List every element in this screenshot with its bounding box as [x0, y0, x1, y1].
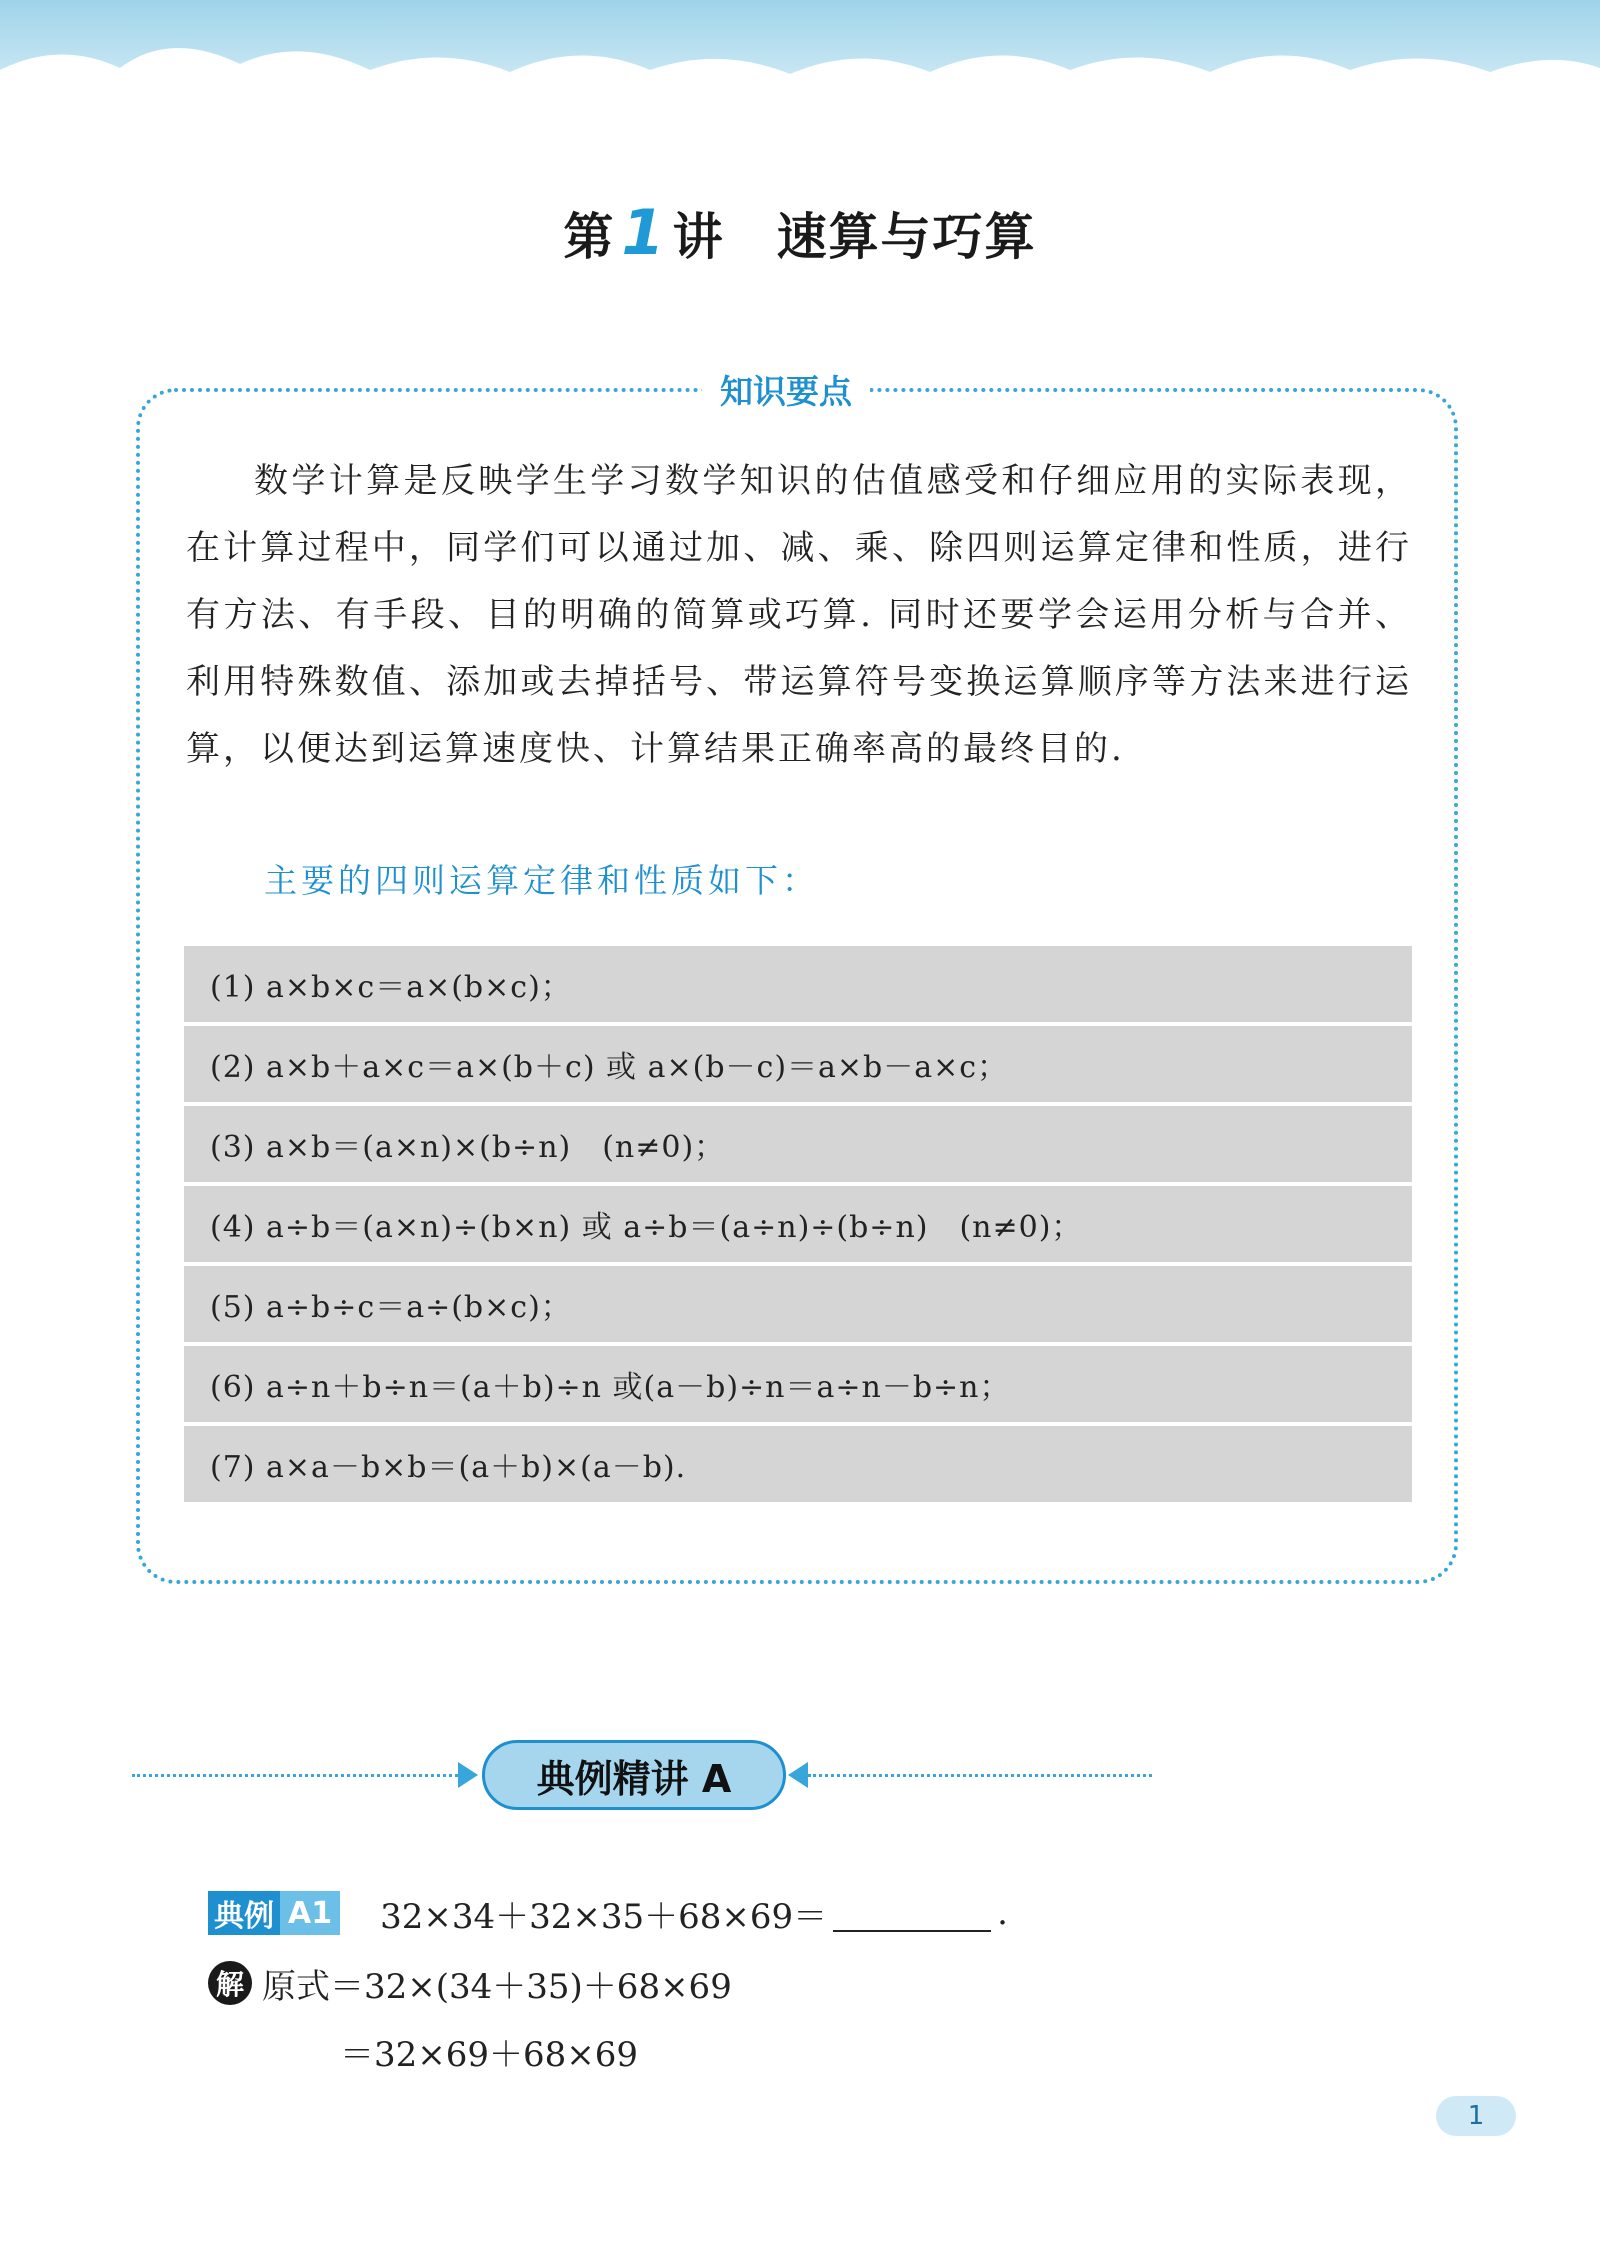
section-header	[132, 1740, 1152, 1810]
example-tag	[208, 1891, 340, 1935]
question-period: .	[997, 1893, 1008, 1933]
rule-row: (6) a÷n＋b÷n＝(a＋b)÷n 或(a－b)÷n＝a÷n－b÷n；	[184, 1346, 1412, 1422]
rules-subheading: 主要的四则运算定律和性质如下：	[264, 861, 819, 900]
rules-table	[184, 946, 1412, 1506]
example-tag-id: A1	[280, 1891, 340, 1935]
solution-line-1	[208, 1958, 732, 2008]
question-text: 32×34＋32×35＋68×69＝	[380, 1896, 828, 1937]
answer-blank	[833, 1894, 991, 1932]
rule-row: (5) a÷b÷c＝a÷(b×c)；	[184, 1266, 1412, 1342]
page-number: 1	[1436, 2096, 1516, 2136]
example-question	[208, 1888, 1008, 1938]
header-sky-banner	[0, 0, 1600, 130]
lesson-number: 1	[621, 196, 667, 269]
arrow-left-icon	[788, 1762, 808, 1788]
rule-row: (4) a÷b＝(a×n)÷(b×n) 或 a÷b＝(a÷n)÷(b÷n) (n≠0)；	[184, 1186, 1412, 1262]
intro-paragraph: 数学计算是反映学生学习数学知识的估值感受和仔细应用的实际表现，在计算过程中，同学们可以通过加、减、乘、除四则运算定律和性质，进行有方法、有手段、目的明确的简算或巧算. 同时还要学会运用分析与合并、利用特殊数值、添加或去掉括号、带运算符号变换运算顺序等方法来进行运算，以便达到运算速度快、计算结果正确率高的最终目的.	[186, 461, 1412, 769]
title-text: 速算与巧算	[776, 207, 1037, 266]
example-tag-label: 典例	[208, 1891, 280, 1935]
solution-icon: 解	[208, 1961, 252, 2005]
arrow-right-icon	[458, 1762, 478, 1788]
solution-step-2: ＝32×69＋68×69	[340, 2034, 639, 2075]
dotted-divider-left	[132, 1774, 458, 1777]
rule-row: (2) a×b＋a×c＝a×(b＋c) 或 a×(b－c)＝a×b－a×c；	[184, 1026, 1412, 1102]
rule-row: (1) a×b×c＝a×(b×c)；	[184, 946, 1412, 1022]
title-prefix: 第	[563, 207, 616, 266]
knowledge-heading: 知识要点	[702, 366, 870, 413]
solution-step-1: 原式＝32×(34＋35)＋68×69	[262, 1966, 732, 2007]
dotted-divider-right	[808, 1774, 1152, 1777]
section-title: 典例精讲 A	[482, 1740, 786, 1810]
title-suffix: 讲	[672, 207, 725, 266]
rule-row: (3) a×b＝(a×n)×(b÷n) (n≠0)；	[184, 1106, 1412, 1182]
solution-line-2	[340, 2026, 638, 2076]
page-title	[0, 196, 1600, 269]
cloud-decoration	[0, 0, 1600, 130]
rule-row: (7) a×a－b×b＝(a＋b)×(a－b).	[184, 1426, 1412, 1502]
